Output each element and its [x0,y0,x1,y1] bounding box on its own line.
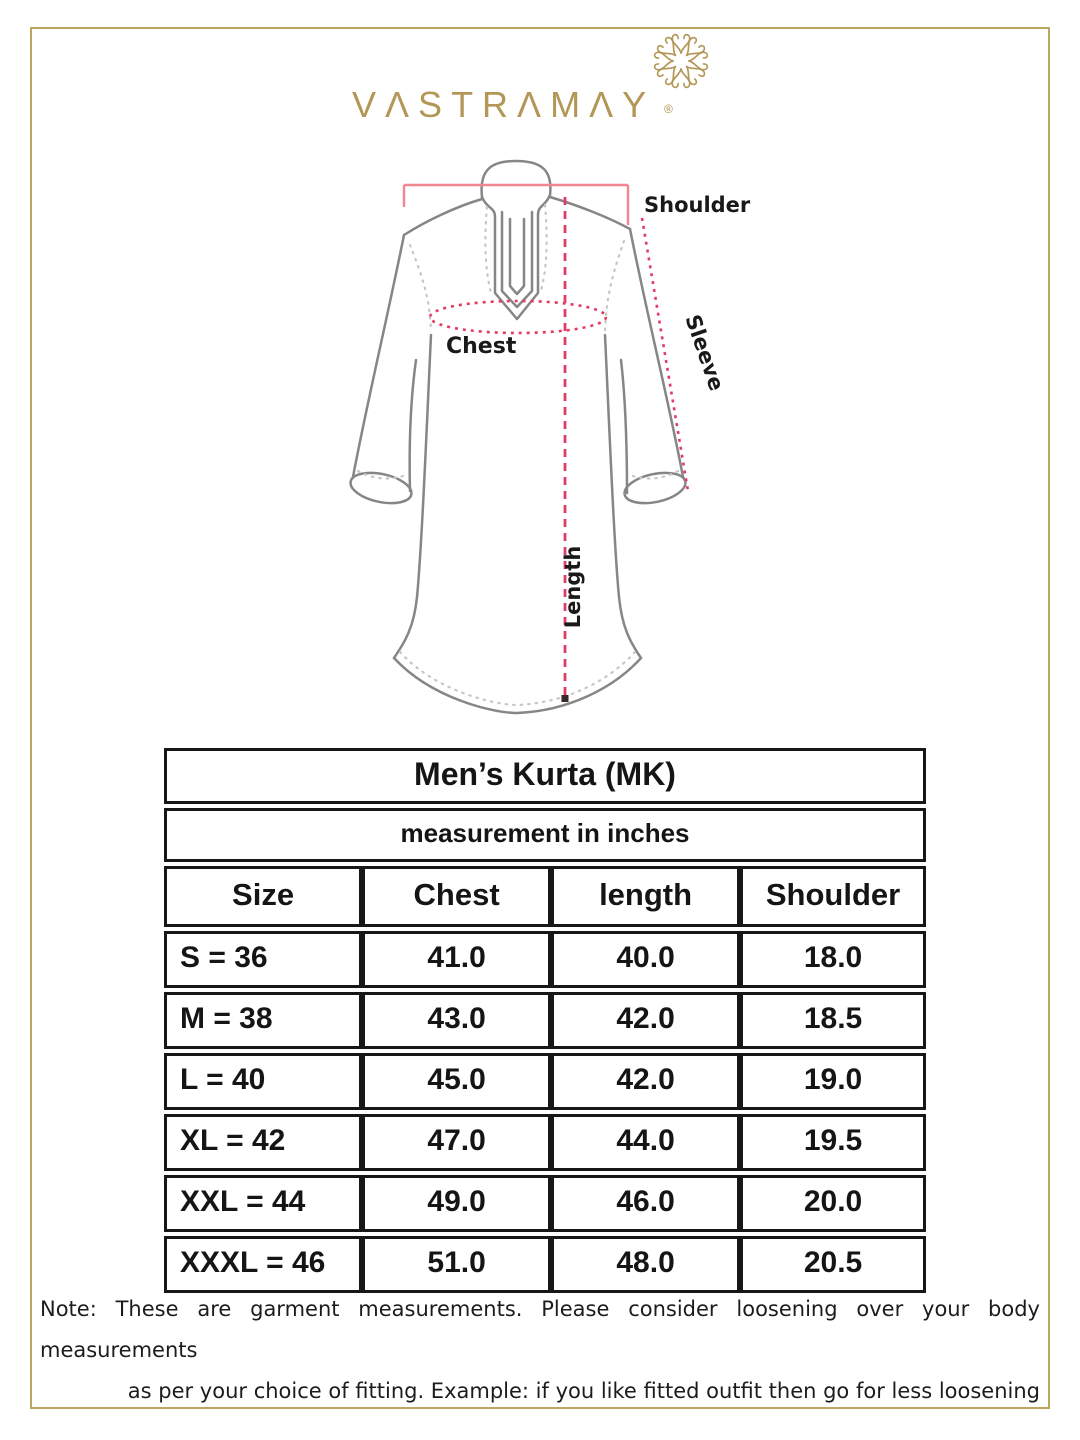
shoulder-cell: 20.0 [740,1175,926,1232]
table-header-row [164,866,926,927]
size-cell: L = 40 [164,1053,362,1110]
size-chart-table [164,744,926,1297]
chest-cell: 43.0 [362,992,551,1049]
size-cell: M = 38 [164,992,362,1049]
kurta-stitch-dots [358,205,678,705]
chest-cell: 51.0 [362,1236,551,1293]
column-header-chest: Chest [362,866,551,927]
size-cell: XXXL = 46 [164,1236,362,1293]
table-title-row [164,748,926,804]
shoulder-label: Shoulder [644,193,751,217]
column-header-size: Size [164,866,362,927]
size-cell: XXL = 44 [164,1175,362,1232]
table-row [164,931,926,988]
shoulder-cell: 19.0 [740,1053,926,1110]
kurta-outline [348,161,688,713]
length-cell: 42.0 [551,1053,740,1110]
shoulder-cell: 18.0 [740,931,926,988]
length-cell: 44.0 [551,1114,740,1171]
shoulder-cell: 19.5 [740,1114,926,1171]
length-cell: 42.0 [551,992,740,1049]
table-row [164,1175,926,1232]
kurta-measurement-diagram [330,155,770,735]
shoulder-cell: 18.5 [740,992,926,1049]
registered-trademark-symbol: ® [664,102,673,116]
table-title: Men’s Kurta (MK) [164,748,926,804]
length-cell: 48.0 [551,1236,740,1293]
length-line-end-tick [562,695,569,702]
column-header-length: length [551,866,740,927]
table-row [164,1236,926,1293]
length-cell: 40.0 [551,931,740,988]
chest-label: Chest [446,334,517,359]
brand-mandala-icon [650,32,712,90]
table-row [164,1114,926,1171]
chest-cell: 41.0 [362,931,551,988]
table-subtitle: measurement in inches [164,808,926,862]
garment-note [40,1289,1040,1412]
table-row [164,992,926,1049]
table-subtitle-row [164,808,926,862]
length-label: Length [561,545,585,629]
sleeve-measure-line [642,218,688,491]
size-cell: XL = 42 [164,1114,362,1171]
shoulder-measure-line [404,185,628,225]
chest-cell: 49.0 [362,1175,551,1232]
note-line-1: Note: These are garment measurements. Please consider loosening over your body measurements [40,1297,1040,1362]
table-row [164,1053,926,1110]
column-header-shoulder: Shoulder [740,866,926,927]
chest-cell: 47.0 [362,1114,551,1171]
shoulder-cell: 20.5 [740,1236,926,1293]
brand-logo-text: VΛSTRΛMΛY [352,84,656,125]
chest-cell: 45.0 [362,1053,551,1110]
length-cell: 46.0 [551,1175,740,1232]
note-line-2: as per your choice of fitting. Example: if you like fitted outfit then go for less loosening [127,1379,1040,1403]
size-cell: S = 36 [164,931,362,988]
sleeve-label: Sleeve [680,311,729,394]
